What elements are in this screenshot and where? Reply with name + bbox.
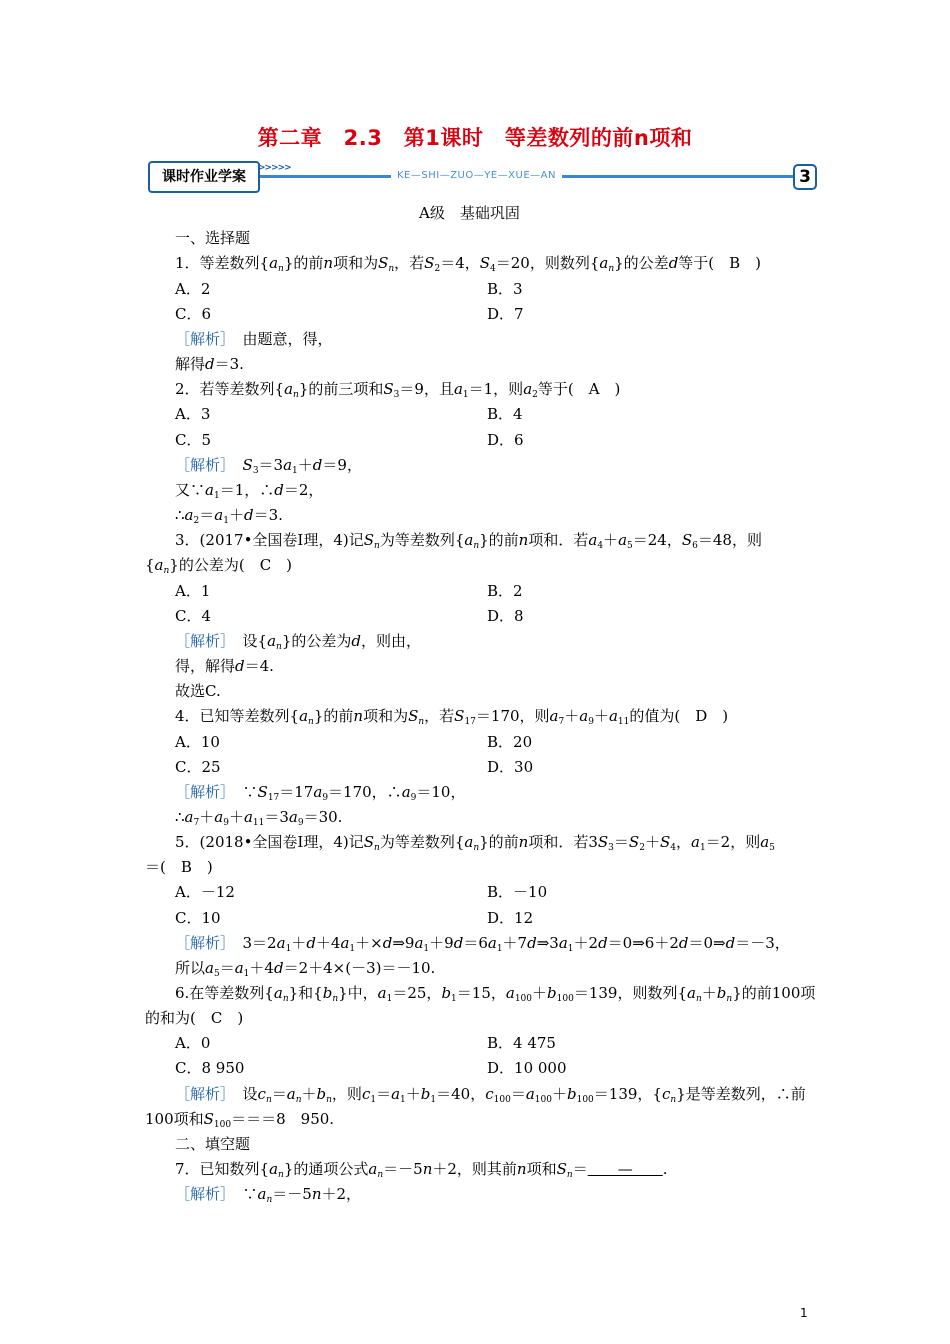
- page-number: 1: [800, 1306, 808, 1320]
- option-b: B．20: [487, 733, 533, 751]
- analysis-tag: ［解析］: [175, 456, 228, 474]
- analysis: ［解析］ $\because S_{17}=17a_9=170$，$\therefore a_9=10$，: [175, 783, 466, 803]
- option-a: A．－12: [175, 883, 235, 901]
- analysis-tag: ［解析］: [175, 934, 228, 952]
- question-4: 4．已知等差数列$\{a_n\}$的前n项和为$S_n$，若$S_{17}=170$，则$a_7+a_9+a_{11}$的值为( D ): [175, 707, 729, 727]
- option-a: A．10: [175, 733, 220, 751]
- analysis-tag: ［解析］: [175, 632, 228, 650]
- analysis-line: 解得d＝3.: [175, 355, 244, 373]
- question-5: 5．(2018•全国卷Ⅰ理，4)记$S_n$为等差数列$\{a_n\}$的前n项和．若$3S_3=S_2+S_4$，$a_1=2$，则$a_5$: [175, 833, 775, 853]
- option-a: A．1: [175, 582, 211, 600]
- section-heading-fill: 二、填空题: [175, 1135, 251, 1153]
- option-b: B．－10: [487, 883, 548, 901]
- option-d: D．30: [487, 758, 534, 776]
- banner-pinyin: KE—SHI—ZUO—YE—XUE—AN: [391, 168, 562, 184]
- option-b: B．4: [487, 405, 523, 423]
- banner-label: 课时作业学案: [148, 161, 260, 193]
- question-1: 1．等差数列$\{a_n\}$的前n项和为$S_n$，若$S_2=4$，$S_4=20$，则数列$\{a_n\}$的公差d等于( B ): [175, 254, 762, 274]
- banner-number: 3: [793, 164, 817, 190]
- analysis-line: 所以$a_5=a_1+4d=2+4\times(-3)=-10$.: [175, 959, 436, 979]
- option-b: B．4 475: [487, 1034, 556, 1052]
- section-banner: [146, 160, 816, 194]
- question-3-cont: $\{a_n\}$的公差为( C ): [145, 556, 293, 576]
- option-a: A．0: [175, 1034, 211, 1052]
- analysis: ［解析］ 设$\{a_n\}$的公差为d，则由，: [175, 632, 421, 652]
- option-b: B．3: [487, 280, 523, 298]
- option-a: A．2: [175, 280, 211, 298]
- option-c: C．25: [175, 758, 221, 776]
- question-7: 7．已知数列$\{a_n\}$的通项公式$a_n=-5n+2$，则其前n项和$S_n=$ — .: [175, 1160, 668, 1180]
- option-d: D．10 000: [487, 1059, 567, 1077]
- level-heading: A级 基础巩固: [419, 204, 520, 222]
- analysis-line: $\therefore a_7+a_9+a_{11}=3a_9=30$.: [175, 808, 343, 828]
- analysis: ［解析］ 设$c_n=a_n+b_n$，则$c_1=a_1+b_1=40$，$c_{100}=a_{100}+b_{100}=139$，$\{c_n\}$是等差数列，∴前: [175, 1085, 806, 1105]
- option-d: D．7: [487, 305, 524, 323]
- option-d: D．6: [487, 431, 524, 449]
- analysis-line: 100项和$S_{100}===8$ 950.: [145, 1110, 335, 1130]
- option-c: C．5: [175, 431, 212, 449]
- section-heading-choice: 一、选择题: [175, 229, 251, 247]
- option-c: C．6: [175, 305, 212, 323]
- analysis-tag: ［解析］: [175, 1185, 228, 1203]
- analysis-line: 又$\because a_1=1$，∴d＝2，: [175, 481, 324, 501]
- banner-arrows: >>>>>: [258, 163, 291, 173]
- analysis-tag: ［解析］: [175, 783, 228, 801]
- analysis: ［解析］ $3=2a_1+d+4a_1+\times d\Rightarrow 9a_1+9d=6a_1+7d\Rightarrow 3a_1+2d=0\Rightarrow 6+2d=0\Rightarrow d=-3$，: [175, 934, 790, 954]
- question-5-cont: ＝( B ): [145, 858, 213, 876]
- analysis-tag: ［解析］: [175, 330, 228, 348]
- question-3: 3．(2017•全国卷Ⅰ理，4)记$S_n$为等差数列$\{a_n\}$的前n项和．若$a_4+a_5=24$，$S_6=48$，则: [175, 531, 762, 551]
- option-b: B．2: [487, 582, 523, 600]
- option-d: D．12: [487, 909, 534, 927]
- option-c: C．8 950: [175, 1059, 245, 1077]
- question-2: 2．若等差数列$\{a_n\}$的前三项和$S_3=9$，且$a_1=1$，则$a_2$等于( A ): [175, 380, 621, 400]
- analysis-line: 故选C.: [175, 682, 221, 700]
- option-a: A．3: [175, 405, 211, 423]
- question-6-cont: 的和为( C ): [145, 1009, 244, 1027]
- analysis: ［解析］ 由题意，得，: [175, 330, 333, 348]
- analysis: ［解析］ $\because a_n=-5n+2$，: [175, 1185, 362, 1205]
- option-c: C．10: [175, 909, 221, 927]
- question-6: 6.在等差数列$\{a_n\}$和$\{b_n\}$中，$a_1=25$，$b_1=15$，$a_{100}+b_{100}=139$，则数列$\{a_n+b_n\}$的前100项: [175, 984, 816, 1004]
- option-c: C．4: [175, 607, 212, 625]
- analysis-tag: ［解析］: [175, 1085, 228, 1103]
- analysis-line: 得，解得d＝4.: [175, 657, 274, 675]
- page-title: 第二章 2.3 第1课时 等差数列的前n项和: [257, 126, 693, 150]
- analysis-line: $\therefore a_2=a_1+d=3$.: [175, 506, 283, 526]
- analysis: ［解析］ $S_3=3a_1+d=9$，: [175, 456, 362, 476]
- option-d: D．8: [487, 607, 524, 625]
